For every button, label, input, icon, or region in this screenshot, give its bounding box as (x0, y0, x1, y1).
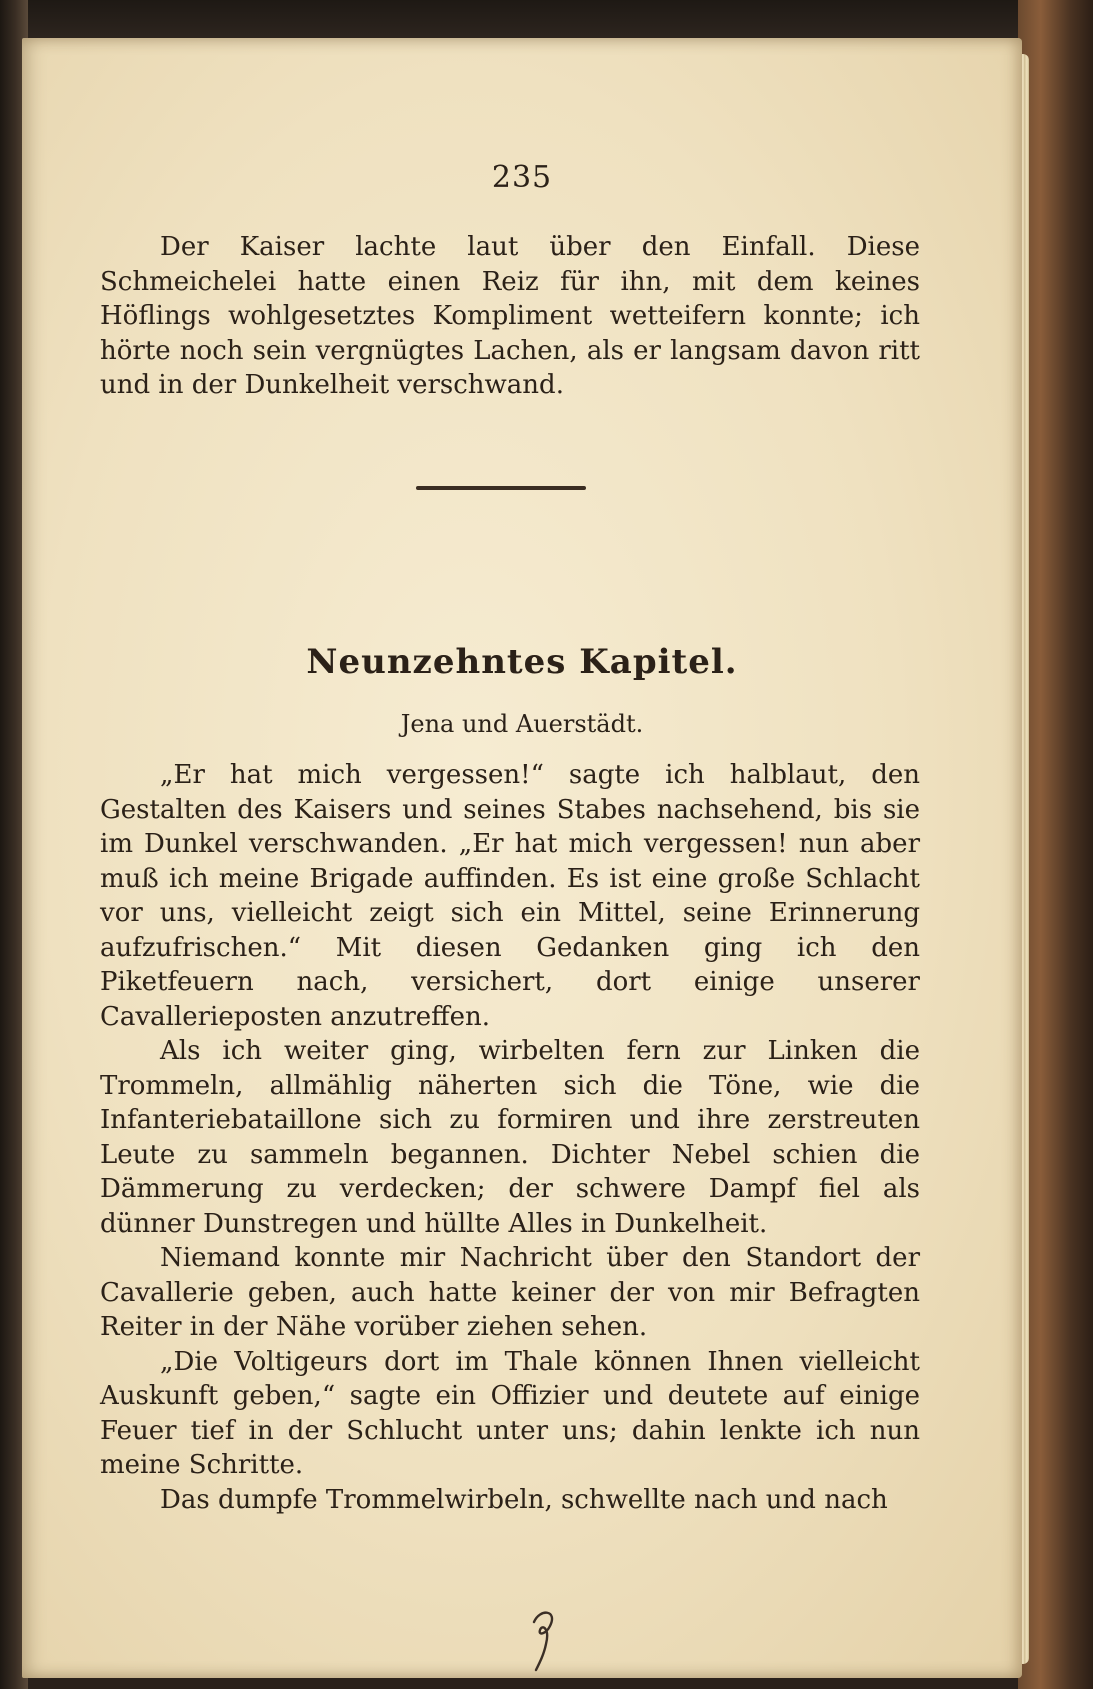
paragraph: „Die Voltigeurs dort im Thale können Ihnen vielleicht Auskunft geben,“ sagte ein Offizier und deutete auf einige Feuer tief in der Schlucht unter uns; dahin lenkte ich nun meine Schritte. (100, 1346, 920, 1480)
paragraph: Der Kaiser lachte laut über den Einfall. Diese Schmeichelei hatte einen Reiz für ihn, mit dem keines Höflings wohlgesetztes Kompliment wetteifern konnte; ich hörte noch sein vergnügtes Lachen, als er langsam davon ritt und in der Dunkelheit verschwand. (100, 232, 920, 400)
book-cover-edge (1018, 0, 1093, 1689)
section-end-text (100, 230, 920, 403)
paragraph: „Er hat mich vergessen!“ sagte ich halblaut, den Gestalten des Kaisers und seines Stabes nachsehend, bis sie im Dunkel verschwanden. „Er hat mich vergessen! nun aber muß ich meine Brigade auffinden. Es ist eine große Schlacht vor uns, vielleicht zeigt sich ein Mittel, seine Erinnerung aufzufrischen.“ Mit diesen Gedanken ging ich den Piketfeuern nach, versichert, dort einige unserer Cavallerieposten anzutreffen. (100, 760, 920, 1032)
section-divider (416, 486, 586, 490)
page-number: 235 (491, 160, 553, 195)
book-page (22, 38, 1022, 1678)
chapter-body (100, 758, 920, 1517)
paragraph: Das dumpfe Trommelwirbeln, schwellte nach und nach (160, 1484, 888, 1515)
chapter-subtitle: Jena und Auerstädt. (400, 710, 644, 738)
chapter-title: Neunzehntes Kapitel. (306, 642, 738, 682)
paragraph: Niemand konnte mir Nachricht über den Standort der Cavallerie geben, auch hatte keiner der von mir Befragten Reiter in der Nähe vorüber ziehen sehen. (100, 1243, 920, 1342)
pencil-mark-icon (520, 1604, 564, 1674)
paragraph: Als ich weiter ging, wirbelten fern zur Linken die Trommeln, allmählig näherten sich die Töne, wie die Infanteriebataillone sich zu formiren und ihre zerstreuten Leute zu sammeln begannen. Dichter Nebel schien die Dämmerung zu verdecken; der schwere Dampf fiel als dünner Dunstregen und hüllte Alles in Dunkelheit. (100, 1036, 920, 1239)
